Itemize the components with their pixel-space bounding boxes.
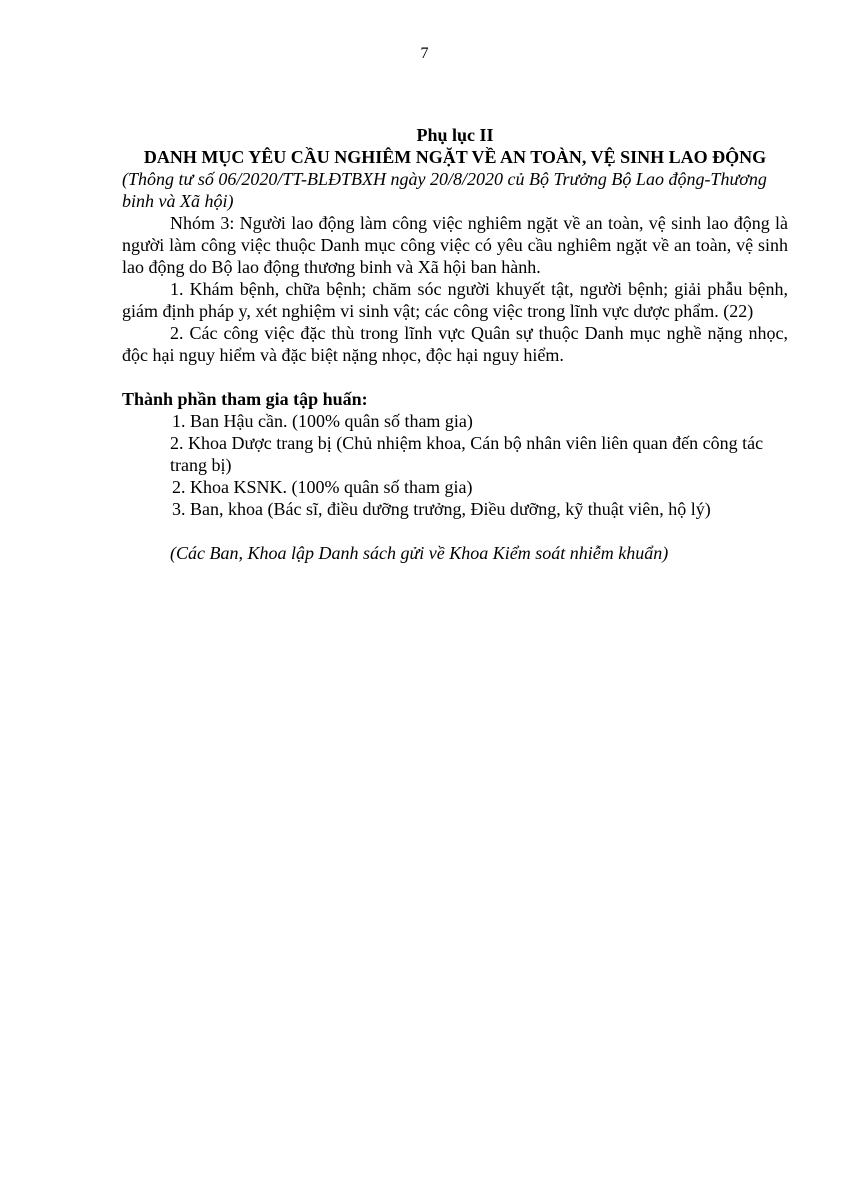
medical-work-paragraph: 1. Khám bệnh, chữa bệnh; chăm sóc người khuyết tật, người bệnh; giải phẫu bệnh, giám định pháp y, xét nghiệm vi sinh vật; các công việc trong lĩnh vực dược phẩm. (22) xyxy=(122,279,788,321)
legal-citation: (Thông tư số 06/2020/TT-BLĐTBXH ngày 20/8/2020 củ Bộ Trưởng Bộ Lao động-Thương binh và Xã hội) xyxy=(122,169,767,211)
participants-heading: Thành phần tham gia tập huấn: xyxy=(122,389,368,409)
participant-item: 3. Ban, khoa (Bác sĩ, điều dưỡng trưởng, Điều dưỡng, kỹ thuật viên, hộ lý) xyxy=(172,499,711,519)
document-body xyxy=(122,124,788,564)
group-description-paragraph: Nhóm 3: Người lao động làm công việc nghiêm ngặt về an toàn, vệ sinh lao động là người làm công việc thuộc Danh mục công việc có yêu cầu nghiêm ngặt về an toàn, vệ sinh lao động do Bộ lao động thương binh và Xã hội ban hành. xyxy=(122,213,788,277)
participant-item: 2. Khoa Dược trang bị (Chủ nhiệm khoa, Cán bộ nhân viên liên quan đến công tác trang bị) xyxy=(170,433,764,475)
submission-note: (Các Ban, Khoa lập Danh sách gửi về Khoa Kiểm soát nhiễm khuẩn) xyxy=(170,543,669,563)
military-work-paragraph: 2. Các công việc đặc thù trong lĩnh vực Quân sự thuộc Danh mục nghề nặng nhọc, độc hại nguy hiểm và đặc biệt nặng nhọc, độc hại nguy hiểm. xyxy=(122,323,788,365)
participant-item: 2. Khoa KSNK. (100% quân số tham gia) xyxy=(172,477,473,497)
document-title: DANH MỤC YÊU CẦU NGHIÊM NGẶT VỀ AN TOÀN, VỆ SINH LAO ĐỘNG xyxy=(143,147,767,167)
appendix-label: Phụ lục II xyxy=(416,125,494,145)
page-number: 7 xyxy=(420,45,429,62)
spacer xyxy=(122,366,788,388)
participant-item: 1. Ban Hậu cần. (100% quân số tham gia) xyxy=(172,411,473,431)
spacer xyxy=(122,520,788,542)
